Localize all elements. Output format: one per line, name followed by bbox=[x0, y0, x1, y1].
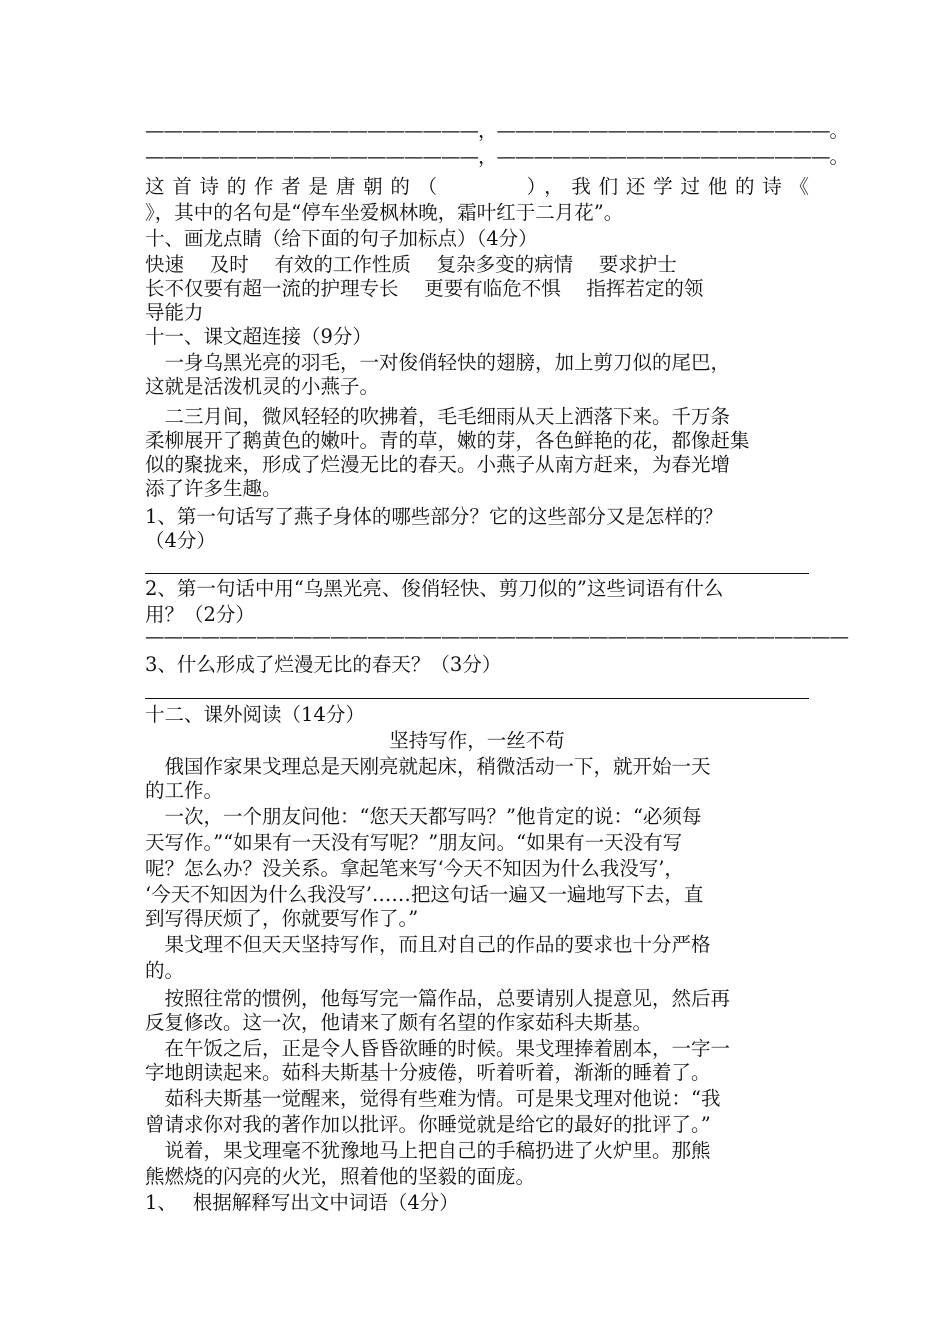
reading-line: 曾请求你对我的著作加以批评。你睡觉就是给它的最好的批评了。” bbox=[145, 1113, 711, 1136]
reading-title: 坚持写作，一丝不苟 bbox=[389, 729, 565, 752]
reading-line: 到写得厌烦了，你就要写作了。” bbox=[145, 907, 419, 930]
passage-line: 这就是活泼机灵的小燕子。 bbox=[145, 375, 380, 398]
reading-question-1: 1、 根据解释写出文中词语（4分） bbox=[145, 1191, 459, 1214]
passage-line: 二三月间，微风轻轻的吹拂着，毛毛细雨从天上洒落下来。千万条 bbox=[145, 405, 731, 428]
reading-line: 的。 bbox=[145, 959, 185, 982]
punctuation-exercise-line: 导能力 bbox=[145, 301, 204, 324]
reading-line: 说着，果戈理毫不犹豫地马上把自己的手稿扔进了火炉里。那熊 bbox=[145, 1139, 711, 1162]
poem-author-question: 这首诗的作者是唐朝的（ ），我们还学过他的诗《 bbox=[145, 175, 809, 198]
question-3: 3、什么形成了烂漫无比的春天？（3分） bbox=[145, 653, 502, 676]
passage-line: 似的聚拢来，形成了烂漫无比的春天。小燕子从南方赶来，为春光增 bbox=[145, 453, 731, 476]
question-2-score: 用？（2分） bbox=[145, 603, 255, 626]
answer-blank-line: ——————————————————，——————————————————。 bbox=[145, 119, 848, 142]
reading-line: ‘今天不知因为什么我没写’……把这句话一遍又一遍地写下去，直 bbox=[145, 883, 704, 906]
reading-line: 一次，一个朋友问他：“您天天都写吗？”他肯定的说：“必须每 bbox=[145, 805, 702, 828]
reading-line: 在午饭之后，正是令人昏昏欲睡的时候。果戈理捧着剧本，一字一 bbox=[145, 1037, 731, 1060]
punctuation-exercise-line: 长不仅要有超一流的护理专长 更要有临危不惧 指挥若定的领 bbox=[145, 277, 704, 300]
punctuation-exercise-line: 快速 及时 有效的工作性质 复杂多变的病情 要求护士 bbox=[145, 253, 677, 276]
reading-line: 茹科夫斯基一觉醒来，觉得有些难为情。可是果戈理对他说：“我 bbox=[145, 1087, 721, 1110]
question-1: 1、第一句话写了燕子身体的哪些部分？它的这些部分又是怎样的？ bbox=[145, 505, 723, 528]
question-1-score: （4分） bbox=[145, 529, 216, 552]
reading-line: 果戈理不但天天坚持写作，而且对自己的作品的要求也十分严格 bbox=[145, 933, 711, 956]
reading-line: 反复修改。这一次，他请来了颇有名望的作家茹科夫斯基。 bbox=[145, 1011, 653, 1034]
poem-author-question-cont: 》，其中的名句是“停车坐爱枫林晚，霜叶红于二月花”。 bbox=[145, 201, 624, 224]
reading-line: 天写作。”“如果有一天没有写呢？”朋友问。“如果有一天没有写 bbox=[145, 831, 683, 854]
answer-line bbox=[145, 573, 809, 574]
reading-line: 按照往常的惯例，他每写完一篇作品，总要请别人提意见，然后再 bbox=[145, 987, 731, 1010]
section-11-heading: 十一、课文超连接（9分） bbox=[145, 325, 372, 348]
reading-line: 的工作。 bbox=[145, 779, 224, 802]
passage-line: 柔柳展开了鹅黄色的嫩叶。青的草，嫩的芽，各色鲜艳的花，都像赶集 bbox=[145, 429, 750, 452]
reading-line: 俄国作家果戈理总是天刚亮就起床，稍微活动一下，就开始一天 bbox=[145, 755, 711, 778]
section-10-heading: 十、画龙点睛（给下面的句子加标点）（4分） bbox=[145, 227, 538, 250]
section-12-heading: 十二、课外阅读（14分） bbox=[145, 703, 365, 726]
question-2: 2、第一句话中用“乌黑光亮、俊俏轻快、剪刀似的”这些词语有什么 bbox=[145, 577, 724, 600]
reading-line: 字地朗读起来。茹科夫斯基十分疲倦，听着听着，渐渐的睡着了。 bbox=[145, 1061, 711, 1084]
passage-line: 一身乌黑光亮的羽毛，一对俊俏轻快的翅膀，加上剪刀似的尾巴， bbox=[145, 351, 731, 374]
answer-line bbox=[145, 698, 809, 699]
reading-line: 呢？怎么办？没关系。拿起笔来写‘今天不知因为什么我没写’， bbox=[145, 857, 684, 880]
passage-line: 添了许多生趣。 bbox=[145, 477, 282, 500]
answer-blank-line: ——————————————————，——————————————————。 bbox=[145, 145, 848, 168]
answer-dash-line: —————————————————————————————————————— bbox=[145, 625, 848, 648]
reading-line: 熊燃烧的闪亮的火光，照着他的坚毅的面庞。 bbox=[145, 1165, 536, 1188]
